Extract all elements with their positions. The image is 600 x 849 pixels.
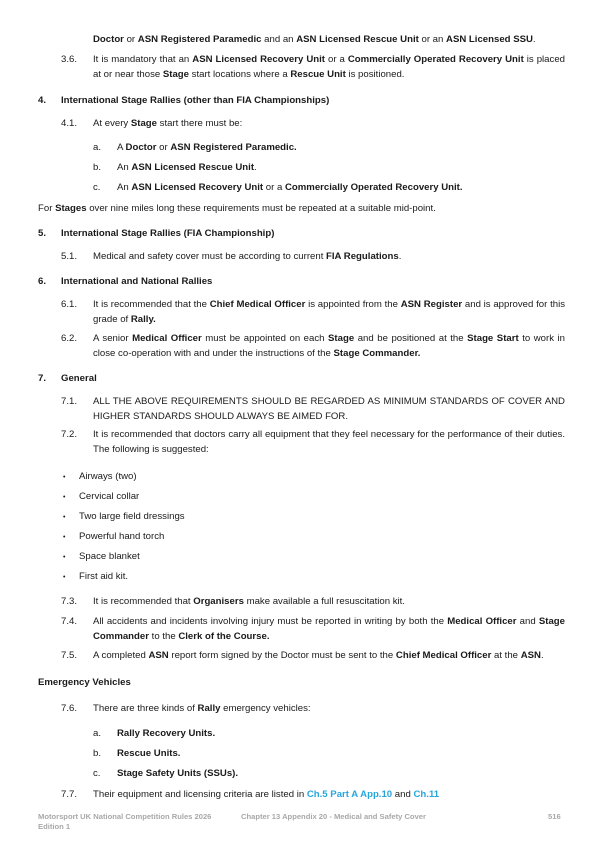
list-letter: a. [93,728,102,739]
clause-4-1-text: At every Stage start there must be: [93,118,243,129]
section-6-heading: International and National Rallies [61,276,213,287]
emergency-vehicles-heading: Emergency Vehicles [38,677,131,688]
bullet-marker: • [63,574,66,581]
clause-6-1-text: It is recommended that the Chief Medical Officer is appointed from the ASN Register and is approved for this grade of Rally. [93,299,565,325]
footer-publication [38,812,211,833]
list-letter: a. [93,142,102,153]
clause-number: 7.5. [61,650,78,661]
stages-note: For Stages over nine miles long these requirements must be repeated at a suitable mid-point. [38,203,436,214]
equipment-item: Space blanket [79,551,140,562]
bullet-marker: • [63,554,66,561]
footer-chapter: Chapter 13 Appendix 20 - Medical and Safety Cover [241,812,426,821]
clause-number: 7.2. [61,429,78,440]
list-item-4-1-c: An ASN Licensed Recovery Unit or a Commercially Operated Recovery Unit. [117,182,463,193]
clause-3-6-text: It is mandatory that an ASN Licensed Recovery Unit or a Commercially Operated Recovery Unit is placed at or near those Stage start locations where a Rescue Unit is positioned. [93,54,565,80]
clause-7-1-text: ALL THE ABOVE REQUIREMENTS SHOULD BE REGARDED AS MINIMUM STANDARDS OF COVER AND HIGHER STANDARDS SHOULD ALWAYS BE AIMED FOR. [93,396,565,422]
list-item-7-6-a: Rally Recovery Units. [117,728,216,739]
clause-7-7-text: Their equipment and licensing criteria are listed in Ch.5 Part A App.10 and Ch.11 [93,789,440,800]
clause-7-4-text: All accidents and incidents involving injury must be reported in writing by both the Medical Officer and Stage Commander to the Clerk of the Course. [93,616,565,642]
list-letter: c. [93,182,101,193]
footer-edition: Edition 1 [38,822,71,832]
clause-7-5-text: A completed ASN report form signed by the Doctor must be sent to the Chief Medical Officer at the ASN. [93,650,544,661]
clause-number: 6.1. [61,299,78,310]
section-7-heading: General [61,373,97,384]
link-ch11[interactable]: Ch.11 [413,789,440,800]
bullet-marker: • [63,474,66,481]
clause-number: 5.1. [61,251,78,262]
clause-7-3-text: It is recommended that Organisers make available a full resuscitation kit. [93,596,405,607]
clause-number: 7.7. [61,789,78,800]
clause-7-2-text: It is recommended that doctors carry all equipment that they feel necessary for the performance of their duties. The following is suggested: [93,429,565,455]
list-item-7-6-b: Rescue Units. [117,748,181,759]
equipment-item: First aid kit. [79,571,129,582]
section-6-number: 6. [38,276,47,287]
list-item-7-6-c: Stage Safety Units (SSUs). [117,768,239,779]
section-5-number: 5. [38,228,47,239]
bullet-marker: • [63,494,66,501]
footer-title: Motorsport UK National Competition Rules 2026 [38,812,212,821]
equipment-item: Powerful hand torch [79,531,165,542]
clause-number: 7.6. [61,703,78,714]
bullet-marker: • [63,534,66,541]
list-letter: b. [93,162,102,173]
bullet-marker: • [63,514,66,521]
clause-5-1-text: Medical and safety cover must be according to current FIA Regulations. [93,251,402,262]
section-5-heading: International Stage Rallies (FIA Championship) [61,228,275,239]
paragraph-3-5-continuation: Doctor or ASN Registered Paramedic and an ASN Licensed Rescue Unit or an ASN Licensed SSU. [93,34,536,45]
page-number: 516 [548,812,561,821]
clause-6-2-text: A senior Medical Officer must be appointed on each Stage and be positioned at the Stage Start to work in close co-operation with and under the instructions of the Stage Commander. [93,333,565,359]
clause-number: 3.6. [61,54,78,65]
equipment-item: Cervical collar [79,491,140,502]
equipment-item: Airways (two) [79,471,137,482]
clause-7-6-text: There are three kinds of Rally emergency vehicles: [93,703,311,714]
section-4-number: 4. [38,95,47,106]
clause-number: 7.3. [61,596,78,607]
section-7-number: 7. [38,373,47,384]
list-letter: b. [93,748,102,759]
clause-number: 4.1. [61,118,78,129]
list-item-4-1-a: A Doctor or ASN Registered Paramedic. [117,142,297,153]
list-item-4-1-b: An ASN Licensed Rescue Unit. [117,162,257,173]
section-4-heading: International Stage Rallies (other than FIA Championships) [61,95,330,106]
clause-number: 7.4. [61,616,78,627]
list-letter: c. [93,768,101,779]
clause-number: 6.2. [61,333,78,344]
link-ch5-part-a-app10[interactable]: Ch.5 Part A App.10 [306,789,393,800]
clause-number: 7.1. [61,396,78,407]
equipment-item: Two large field dressings [79,511,185,522]
